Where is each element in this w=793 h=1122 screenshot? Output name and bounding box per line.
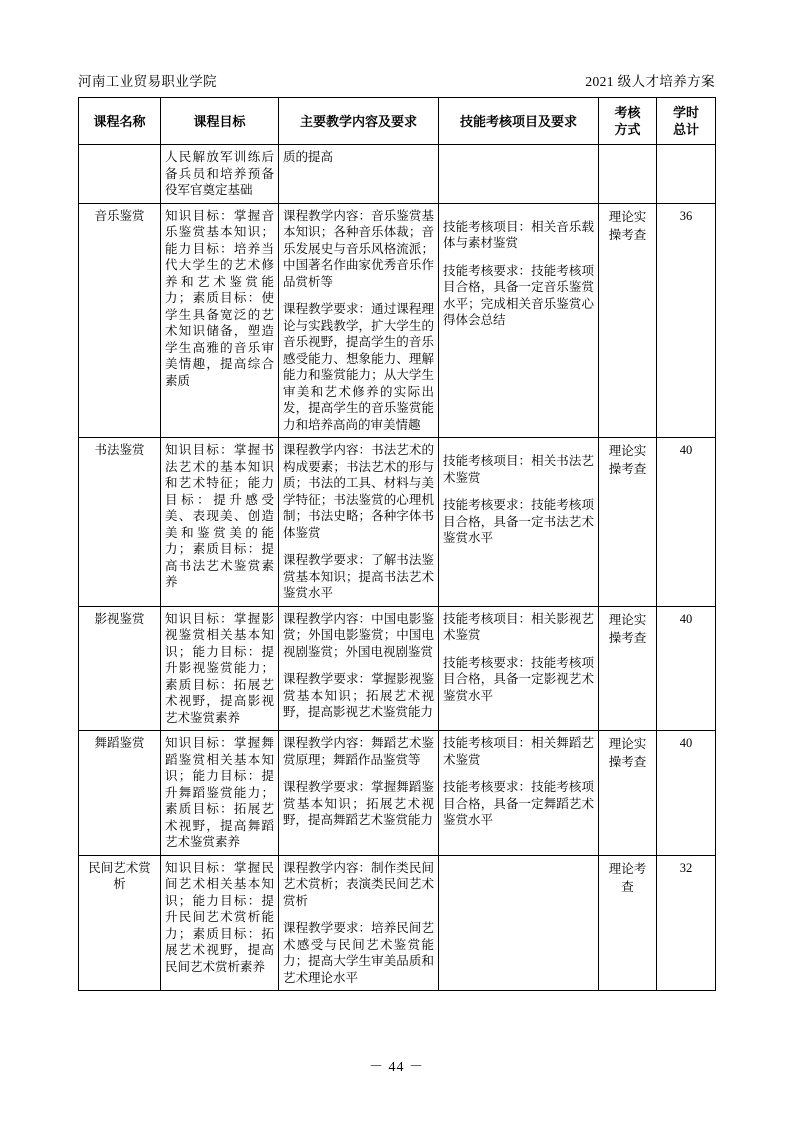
cell-skill-assessment bbox=[439, 145, 599, 204]
content-paragraph: 课程教学要求：了解书法鉴赏基本知识；提高书法艺术鉴赏水平 bbox=[283, 553, 434, 601]
page-number: － 44 － bbox=[369, 1060, 424, 1075]
content-paragraph: 课程教学要求：培养民间艺术感受与民间艺术鉴赏能力；提高大学生审美品质和艺术理论水平 bbox=[283, 921, 434, 985]
cell-skill-assessment bbox=[439, 606, 599, 731]
cell-assessment-method bbox=[599, 145, 657, 204]
skill-top-spacer bbox=[443, 208, 594, 219]
cell-total-hours: 40 bbox=[657, 438, 716, 607]
skill-paragraph: 技能考核要求：技能考核项目合格，具备一定音乐鉴赏水平；完成相关音乐鉴赏心得体会总结 bbox=[443, 263, 594, 328]
table-row bbox=[79, 731, 716, 856]
column-header-teaching-content: 主要教学内容及要求 bbox=[279, 98, 439, 145]
cell-teaching-content bbox=[279, 606, 439, 731]
cell-skill-assessment bbox=[439, 855, 599, 991]
content-paragraph: 课程教学内容：制作类民间艺术赏析；表演类民间艺术赏析 bbox=[283, 860, 434, 908]
skill-paragraph: 技能考核要求：技能考核项目合格，具备一定书法艺术鉴赏水平 bbox=[443, 498, 594, 546]
header-institution: 河南工业贸易职业学院 bbox=[78, 74, 217, 89]
cell-assessment-method: 理论实操考查 bbox=[599, 606, 657, 731]
cell-teaching-content bbox=[279, 855, 439, 991]
cell-teaching-content bbox=[279, 145, 439, 204]
cell-teaching-content bbox=[279, 438, 439, 607]
skill-top-spacer bbox=[443, 442, 594, 453]
skill-paragraph: 技能考核要求：技能考核项目合格，具备一定影视艺术鉴赏水平 bbox=[443, 655, 594, 703]
cell-assessment-method: 理论实操考查 bbox=[599, 731, 657, 856]
table-row bbox=[79, 855, 716, 991]
cell-teaching-content bbox=[279, 203, 439, 438]
content-paragraph: 课程教学内容：书法艺术的构成要素；书法艺术的形与质；书法的工具、材料与美学特征；书法鉴赏的心理机制；书法史略；各种字体书体鉴赏 bbox=[283, 443, 434, 540]
cell-skill-assessment bbox=[439, 203, 599, 438]
content-paragraph: 课程教学要求：通过课程理论与实践教学，扩大学生的音乐视野，提高学生的音乐感受能力、想象能力、理解能力和鉴赏能力；从大学生审美和艺术修养的实际出发，提高学生的音乐鉴赏能力和培养高尚的审美情趣 bbox=[283, 302, 434, 432]
content-paragraph: 课程教学内容：中国电影鉴赏；外国电影鉴赏；中国电视剧鉴赏；外国电视剧鉴赏 bbox=[283, 611, 434, 659]
cell-course-name: 音乐鉴赏 bbox=[79, 203, 161, 438]
cell-course-name: 舞蹈鉴赏 bbox=[79, 731, 161, 856]
table-row bbox=[79, 606, 716, 731]
cell-teaching-content bbox=[279, 731, 439, 856]
content-paragraph: 课程教学要求：掌握影视鉴赏基本知识；拓展艺术视野，提高影视艺术鉴赏能力 bbox=[283, 672, 434, 720]
cell-skill-assessment bbox=[439, 731, 599, 856]
content-paragraph: 课程教学要求：掌握舞蹈鉴赏基本知识；拓展艺术视野，提高舞蹈艺术鉴赏能力 bbox=[283, 780, 434, 828]
skill-paragraph: 技能考核项目：相关影视艺术鉴赏 bbox=[443, 611, 594, 643]
cell-assessment-method: 理论实操考查 bbox=[599, 438, 657, 607]
cell-course-goal: 知识目标：掌握音乐鉴赏基本知识；能力目标：培养当代大学生的艺术修养和艺术鉴赏能力；素质目标：使学生具备宽泛的艺术知识储备，塑造学生高雅的音乐审美情趣，提高综合素质 bbox=[161, 203, 279, 438]
total-hours-line-2: 总计 bbox=[672, 122, 699, 138]
table-row bbox=[79, 438, 716, 607]
column-header-assessment-method bbox=[599, 98, 657, 145]
page-header bbox=[78, 70, 715, 90]
cell-course-goal: 知识目标：掌握书法艺术的基本知识和艺术特征；能力目标：提升感受美、表现美、创造美和鉴赏美的能力；素质目标：提高书法艺术鉴赏素养 bbox=[161, 438, 279, 607]
content-paragraph: 课程教学内容：舞蹈艺术鉴赏原理；舞蹈作品鉴赏等 bbox=[283, 736, 434, 767]
skill-paragraph: 技能考核项目：相关音乐载体与素材鉴赏 bbox=[443, 219, 594, 251]
cell-total-hours: 40 bbox=[657, 606, 716, 731]
content-paragraph: 课程教学内容：音乐鉴赏基本知识；各种音乐体裁；音乐发展史与音乐风格流派；中国著名作曲家优秀音乐作品赏析等 bbox=[283, 208, 434, 289]
cell-course-name: 民间艺术赏析 bbox=[79, 855, 161, 991]
assessment-method-line-1: 考核 bbox=[614, 105, 641, 120]
column-header-course-name: 课程名称 bbox=[79, 98, 161, 145]
cell-course-goal: 人民解放军训练后备兵员和培养预备役军官奠定基础 bbox=[161, 145, 279, 204]
column-header-skill-assessment: 技能考核项目及要求 bbox=[439, 98, 599, 145]
cell-total-hours: 40 bbox=[657, 731, 716, 856]
skill-paragraph: 技能考核项目：相关舞蹈艺术鉴赏 bbox=[443, 736, 594, 767]
cell-course-name: 书法鉴赏 bbox=[79, 438, 161, 607]
table-row bbox=[79, 145, 716, 204]
table-header-row bbox=[79, 98, 716, 145]
header-document-title: 2021 级人才培养方案 bbox=[585, 74, 715, 89]
total-hours-line-1: 学时 bbox=[672, 105, 699, 120]
table-row bbox=[79, 203, 716, 438]
cell-course-goal: 知识目标：掌握民间艺术相关基本知识；能力目标：提升民间艺术赏析能力；素质目标：拓展艺术视野，提高民间艺术赏析素养 bbox=[161, 855, 279, 991]
column-header-course-goal: 课程目标 bbox=[161, 98, 279, 145]
cell-assessment-method: 理论实操考查 bbox=[599, 203, 657, 438]
content-paragraph: 质的提高 bbox=[283, 150, 334, 165]
cell-course-goal: 知识目标：掌握影视鉴赏相关基本知识；能力目标：提升影视鉴赏能力；素质目标：拓展艺术视野，提高影视艺术鉴赏素养 bbox=[161, 606, 279, 731]
cell-course-name: 影视鉴赏 bbox=[79, 606, 161, 731]
column-header-total-hours bbox=[657, 98, 716, 145]
cell-course-name bbox=[79, 145, 161, 204]
cell-total-hours: 32 bbox=[657, 855, 716, 991]
cell-total-hours bbox=[657, 145, 716, 204]
cell-assessment-method: 理论考查 bbox=[599, 855, 657, 991]
curriculum-table bbox=[78, 97, 716, 991]
cell-skill-assessment bbox=[439, 438, 599, 607]
cell-course-goal: 知识目标：掌握舞蹈鉴赏相关基本知识；能力目标：提升舞蹈鉴赏能力；素质目标：拓展艺术视野，提高舞蹈艺术鉴赏素养 bbox=[161, 731, 279, 856]
skill-paragraph: 技能考核要求：技能考核项目合格，具备一定舞蹈艺术鉴赏水平 bbox=[443, 780, 594, 828]
cell-total-hours: 36 bbox=[657, 203, 716, 438]
assessment-method-line-2: 方式 bbox=[614, 122, 641, 138]
page-footer bbox=[0, 1056, 793, 1076]
skill-paragraph: 技能考核项目：相关书法艺术鉴赏 bbox=[443, 454, 594, 485]
